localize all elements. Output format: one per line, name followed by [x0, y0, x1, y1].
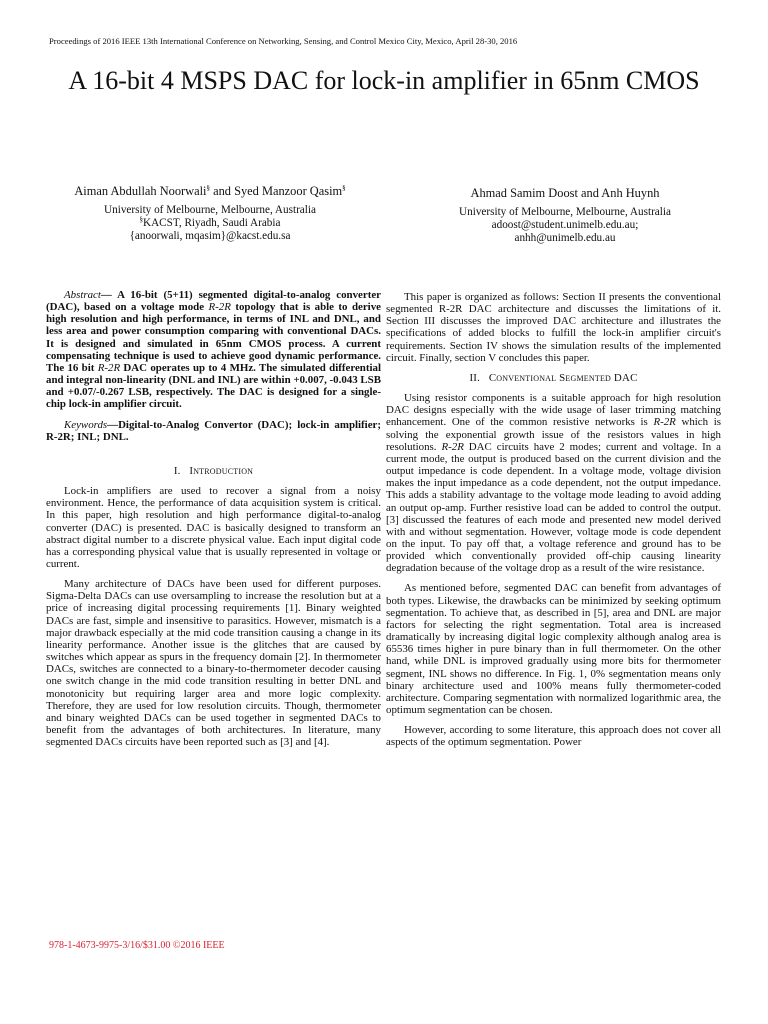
author-email-right-2: anhh@unimelb.edu.au	[514, 232, 616, 244]
paragraph: This paper is organized as follows: Section II presents the conventional segmented R-2R DAC architecture and discusses the limitations of it. Section III discusses the improved DAC architecture and illustrates the specifications of added blocks to fulfill the lock-in amplifier circuit's requirements. Section IV shows the simulation results of the implemented circuit. Finally, section V concludes this paper.	[386, 291, 721, 364]
section-heading-introduction: I. Introduction	[173, 464, 254, 477]
paragraph: Many architecture of DACs have been used for different purposes. Sigma-Delta DACs can use oversampling to increase the resolution but at a price of increasing digital processing requirements [1]. Binary weighted DACs are fast, simple and insensitive to parasitics. However, mismatch is a major drawback especially at the mid code transition causing a change in its linearity performance. Another issue is the glitches that are caused by switches which appear as spurs in the frequency domain [2]. In thermometer DACs, switches are connected to a binary-to-thermometer decoder causing one switch change in the mid code transition resulting in better DNL and monotonicity but requiring larger area and more logic complexity. Therefore, they are used for low resolution circuits. Though, thermometer and binary weighted DACs can be used together in segmented DACs to benefit from the advantages of both architectures. In literature, many segmented DACs circuits have been reported such as [3] and [4].	[46, 578, 381, 749]
paper-title: A 16-bit 4 MSPS DAC for lock-in amplifier in 65nm CMOS	[68, 66, 700, 95]
author-block-right	[395, 187, 735, 245]
paragraph: Using resistor components is a suitable approach for high resolution DAC designs especially with the wide usage of laser trimming matching enhancement. One of the common resistive networks is R-2R which is solving the exponential growth issue of the resistors values in high resolutions. R-2R DAC circuits have 2 modes; current and voltage. In a current mode, the output is produced based on the current division and the output impedance is code dependent. In a voltage mode, voltage division makes the input impedance as a code dependent, not the output impedance. This adds a stability advantage to the voltage mode leading to avoid adding an output op-amp. Further resistive load can be added to control the output. [3] discussed the features of each mode and presented new model derived with and without segmentation. However, voltage mode is code dependent on the input. To pay off that, a voltage reference and ground has to be provided which conventionally provided off-chip causing linearity degradation because of the voltage drop as a result of the wire resistance.	[386, 392, 722, 575]
affiliation-2: §KACST, Riyadh, Saudi Arabia	[139, 215, 281, 229]
paragraph: As mentioned before, segmented DAC can benefit from advantages of both types. Likewise, the drawbacks can be minimized by seeking optimum segmentation. To achieve that, as described in [5], area and DNL are major factors for selecting the right segmentation. Total area is increased dramatically by increasing digital logic complexity although analog area is 65536 times higher in pure binary than in full thermometer. On the other hand, while DNL is improved gradually using more bits for thermometer segment, INL shows no difference. In Fig. 1, 0% segmentation means only binary architecture used and 100% means fully thermometer-coded architecture. Comparing segmentation with normalized logarithmic area, the optimum segmentation can be chosen.	[386, 582, 721, 716]
author-email-right-1: adoost@student.unimelb.edu.au;	[491, 219, 639, 231]
author-names-left: Aiman Abdullah Noorwali§ and Syed Manzoor Qasim§	[74, 183, 346, 198]
paragraph: However, according to some literature, this approach does not cover all aspects of the optimum segmentation. Power	[386, 724, 721, 749]
right-column	[386, 291, 721, 756]
author-email-left: {anoorwali, mqasim}@kacst.edu.sa	[129, 230, 291, 242]
keywords: Keywords—Digital-to-Analog Convertor (DAC); lock-in amplifier; R-2R; INL; DNL.	[46, 418, 381, 443]
affiliation-1: University of Melbourne, Melbourne, Australia	[104, 204, 316, 216]
section-heading-conventional: II. Conventional Segmented DAC	[469, 371, 638, 384]
author-block-left	[40, 185, 380, 243]
abstract: Abstract— A 16-bit (5+11) segmented digital-to-analog converter (DAC), based on a voltage mode R-2R topology that is able to derive high resolution and high performance, in terms of INL and DNL, and less area and power consumption comparing with conventional DACs. It is designed and simulated in 65nm CMOS process. A current compensating technique is used to achieve good dynamic performance. The 16 bit R-2R DAC operates up to 4 MHz. The simulated differential and integral non-linearity (DNL and INL) are within +0.007, -0.043 LSB and +0.07/-0.267 LSB, respectively. The DAC is designed for a single-chip lock-in amplifier circuit.	[46, 289, 381, 411]
copyright-footer: 978-1-4673-9975-3/16/$31.00 ©2016 IEEE	[49, 940, 225, 951]
paragraph: Lock-in amplifiers are used to recover a signal from a noisy environment. Hence, the performance of data acquisition system is critical. In this paper, high resolution and high performance digital-to-analog converter (DAC) is presented. DAC is basically designed to transform an abstract digital number to a discrete physical value. Each input digital code has a corresponding physical value that is usually represented in voltage or current.	[46, 485, 381, 570]
affiliation-right: University of Melbourne, Melbourne, Australia	[459, 206, 671, 218]
left-column	[46, 289, 381, 756]
proceedings-header: Proceedings of 2016 IEEE 13th International Conference on Networking, Sensing, and Control Mexico City, Mexico, April 28-30, 2016	[49, 36, 518, 46]
author-names-right: Ahmad Samim Doost and Anh Huynh	[470, 186, 660, 200]
